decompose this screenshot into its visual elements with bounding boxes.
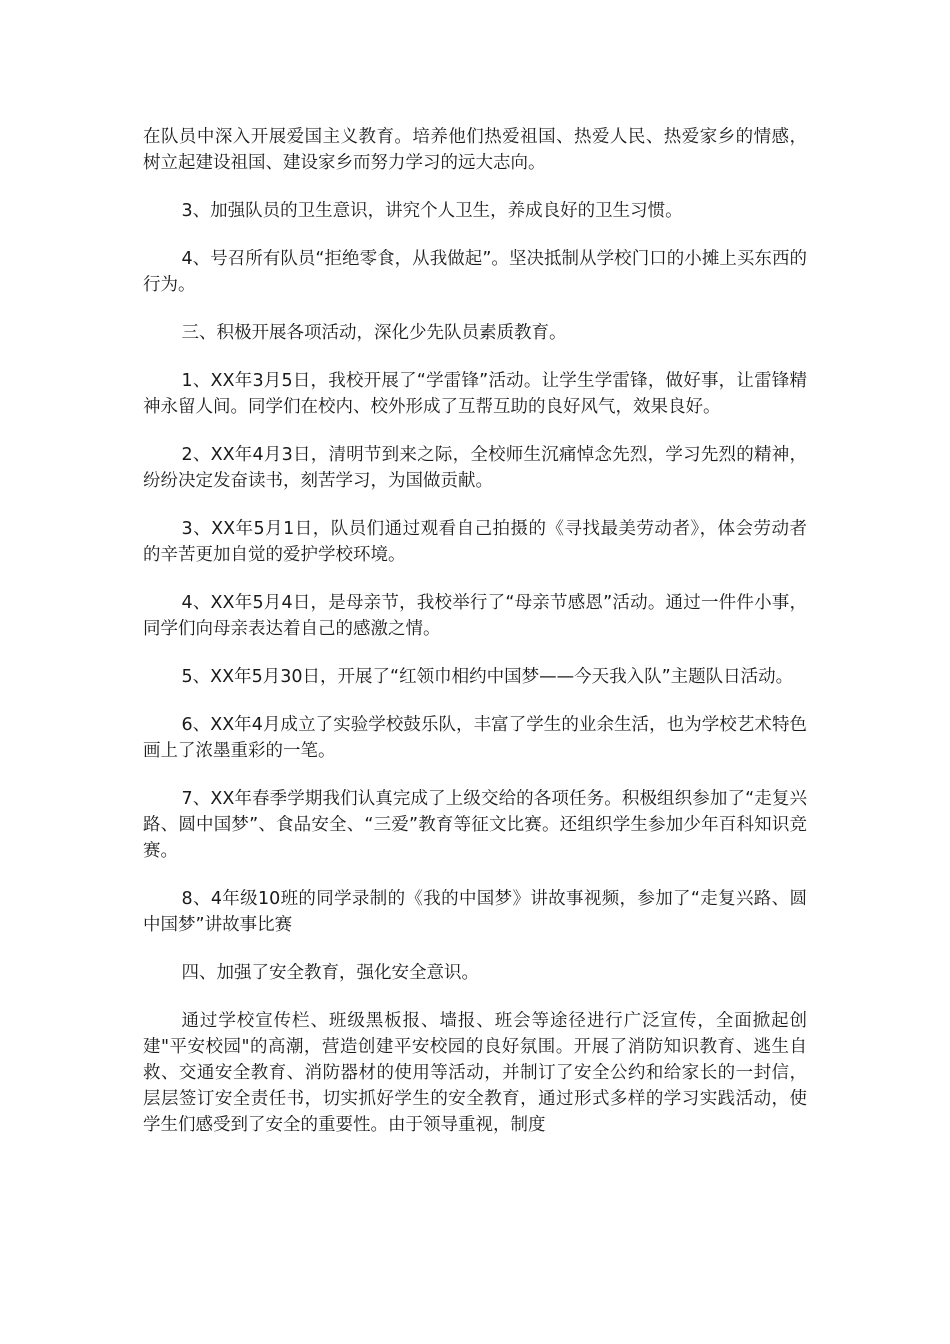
paragraph-item-3-hygiene: 3、加强队员的卫生意识，讲究个人卫生，养成良好的卫生习惯。 [181, 201, 683, 221]
section-heading-safety: 四、加强了安全教育，强化安全意识。 [181, 963, 479, 983]
paragraph-activity-2: 2、XX年4月3日，清明节到来之际，全校师生沉痛悼念先烈，学习先烈的精神，纷纷决定发奋读书，刻苦学习，为国做贡献。 [143, 445, 807, 491]
paragraph-activity-5: 5、XX年5月30日，开展了“红领巾相约中国梦——今天我入队”主题队日活动。 [181, 667, 794, 687]
paragraph-item-4-no-snacks: 4、号召所有队员“拒绝零食，从我做起”。坚决抵制从学校门口的小摊上买东西的行为。 [143, 249, 807, 295]
paragraph-activity-6: 6、XX年4月成立了实验学校鼓乐队，丰富了学生的业余生活，也为学校艺术特色画上了浓墨重彩的一笔。 [143, 715, 807, 761]
paragraph-safety-education: 通过学校宣传栏、班级黑板报、墙报、班会等途径进行广泛宣传，全面掀起创建"平安校园"的高潮，营造创建平安校园的良好氛围。开展了消防知识教育、逃生自救、交通安全教育、消防器材的使用等活动，并制订了安全公约和给家长的一封信，层层签订安全责任书，切实抓好学生的安全教育，通过形式多样的学习实践活动，使学生们感受到了安全的重要性。由于领导重视，制度 [143, 1011, 807, 1135]
paragraph-activity-7: 7、XX年春季学期我们认真完成了上级交给的各项任务。积极组织参加了“走复兴路、圆中国梦”、食品安全、“三爱”教育等征文比赛。还组织学生参加少年百科知识竞赛。 [143, 789, 807, 861]
paragraph-activity-4: 4、XX年5月4日，是母亲节，我校举行了“母亲节感恩”活动。通过一件件小事，同学们向母亲表达着自己的感激之情。 [143, 593, 807, 639]
paragraph-activity-8: 8、4年级10班的同学录制的《我的中国梦》讲故事视频，参加了“走复兴路、圆中国梦”讲故事比赛 [143, 889, 807, 935]
section-heading-activities: 三、积极开展各项活动，深化少先队员素质教育。 [181, 323, 567, 343]
paragraph-activity-3: 3、XX年5月1日，队员们通过观看自己拍摄的《寻找最美劳动者》，体会劳动者的辛苦更加自觉的爱护学校环境。 [143, 519, 807, 565]
document-page [143, 124, 807, 1160]
paragraph-activity-1: 1、XX年3月5日，我校开展了“学雷锋”活动。让学生学雷锋，做好事，让雷锋精神永留人间。同学们在校内、校外形成了互帮互助的良好风气，效果良好。 [143, 371, 807, 417]
paragraph-continuation: 在队员中深入开展爱国主义教育。培养他们热爱祖国、热爱人民、热爱家乡的情感，树立起建设祖国、建设家乡而努力学习的远大志向。 [143, 127, 807, 173]
